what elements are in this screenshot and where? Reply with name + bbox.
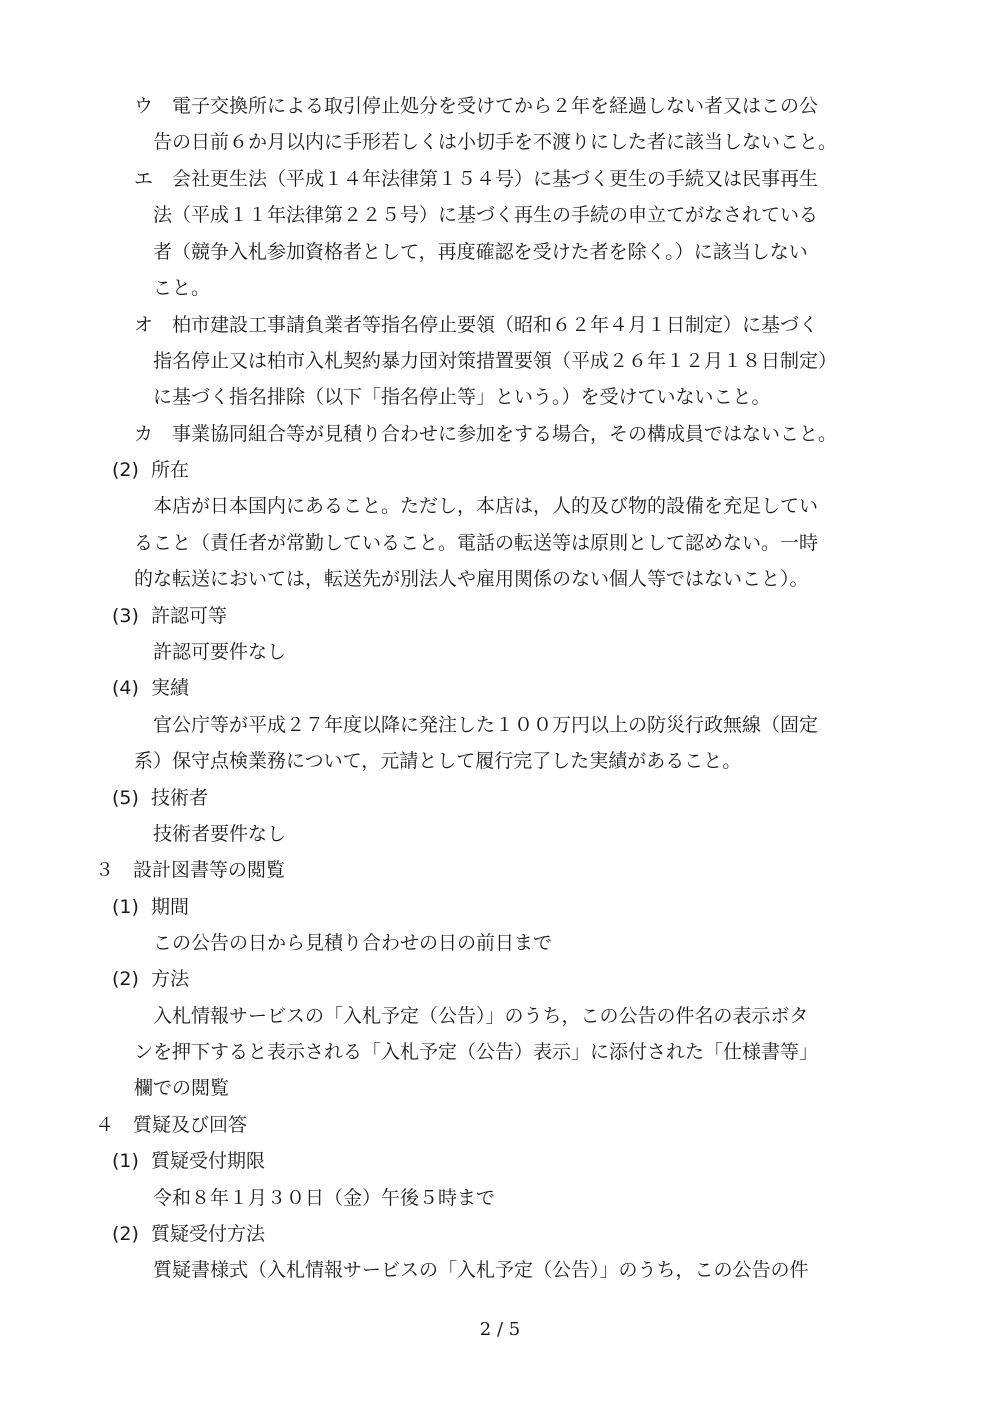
text-line: ンを押下すると表示される「入札予定（公告）表示」に添付された「仕様書等」 — [134, 1041, 819, 1063]
section-heading: (1) 期間 — [112, 896, 189, 918]
text-line: オ 柏市建設工事請負業者等指名停止要領（昭和６２年４月１日制定）に基づく — [134, 314, 819, 336]
section-heading: (4) 実績 — [112, 677, 189, 699]
text-line: こと。 — [153, 277, 211, 299]
section-heading: (5) 技術者 — [112, 787, 208, 809]
section-heading: (2) 質疑受付方法 — [112, 1223, 265, 1245]
page-number: 2 / 5 — [479, 1319, 521, 1340]
text-line: ウ 電子交換所による取引停止処分を受けてから２年を経過しない者又はこの公 — [134, 95, 819, 117]
chapter-heading: ３ 設計図書等の閲覧 — [95, 859, 286, 881]
text-line: 欄での閲覧 — [134, 1077, 230, 1099]
text-line: 許認可要件なし — [153, 641, 287, 663]
chapter-heading: ４ 質疑及び回答 — [95, 1114, 248, 1136]
text-line: 的な転送においては，転送先が別法人や雇用関係のない個人等ではないこと）。 — [134, 568, 809, 590]
text-line: 質疑書様式（入札情報サービスの「入札予定（公告）」のうち，この公告の件 — [153, 1259, 809, 1281]
text-line: 入札情報サービスの「入札予定（公告）」のうち，この公告の件名の表示ボタ — [153, 1005, 809, 1027]
text-line: 告の日前６か月以内に手形若しくは小切手を不渡りにした者に該当しないこと。 — [153, 131, 838, 153]
text-line: ること（責任者が常勤していること。電話の転送等は原則として認めない。一時 — [134, 532, 819, 554]
section-heading: (1) 質疑受付期限 — [112, 1150, 265, 1172]
text-line: 技術者要件なし — [153, 823, 287, 845]
text-line: この公告の日から見積り合わせの日の前日まで — [153, 932, 553, 954]
section-heading: (3) 許認可等 — [112, 605, 227, 627]
text-line: カ 事業協同組合等が見積り合わせに参加をする場合，その構成員ではないこと。 — [134, 423, 838, 445]
text-line: 指名停止又は柏市入札契約暴力団対策措置要領（平成２６年１２月１８日制定） — [153, 350, 838, 372]
text-line: に基づく指名排除（以下「指名停止等」という。）を受けていないこと。 — [153, 386, 771, 408]
text-line: エ 会社更生法（平成１４年法律第１５４号）に基づく更生の手続又は民事再生 — [134, 168, 819, 190]
text-line: 者（競争入札参加資格者として，再度確認を受けた者を除く。）に該当しない — [153, 241, 808, 263]
section-heading: (2) 方法 — [112, 968, 189, 990]
text-line: 法（平成１１年法律第２２５号）に基づく再生の手続の申立てがなされている — [153, 204, 819, 226]
text-line: 本店が日本国内にあること。ただし，本店は，人的及び物的設備を充足してい — [153, 495, 819, 517]
text-line: 令和８年１月３０日（金）午後５時まで — [153, 1187, 496, 1209]
text-line: 系）保守点検業務について，元請として履行完了した実績があること。 — [134, 750, 742, 772]
section-heading: (2) 所在 — [112, 459, 189, 481]
text-line: 官公庁等が平成２７年度以降に発注した１００万円以上の防災行政無線（固定 — [153, 714, 819, 736]
